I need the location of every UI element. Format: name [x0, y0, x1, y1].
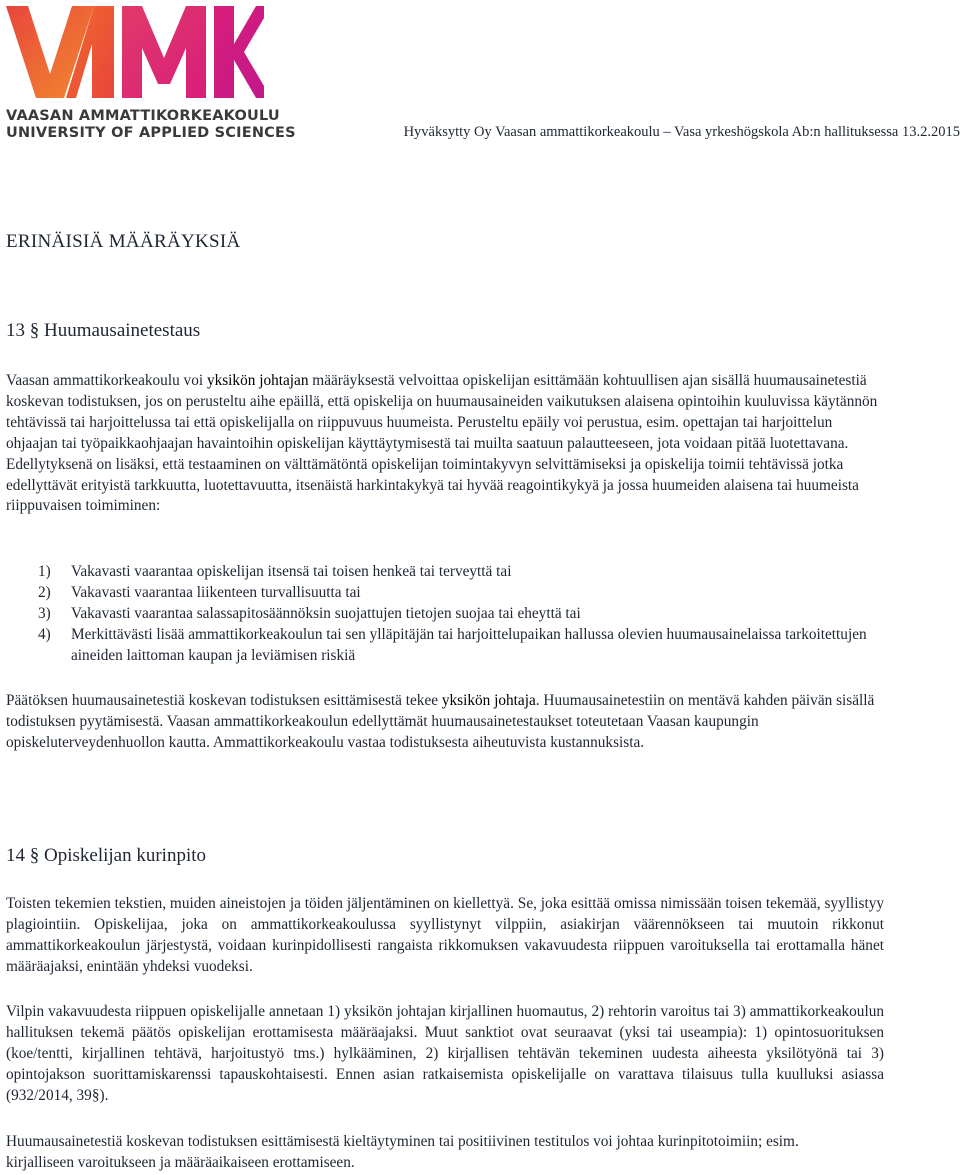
section-13-heading: 13 § Huumausainetestaus — [6, 320, 201, 341]
list-item-text: Vakavasti vaarantaa opiskelijan itsensä tai toisen henkeä tai terveyttä tai — [71, 563, 512, 580]
p2-highlight: yksikön johtaja — [441, 692, 536, 709]
section-14-paragraph-3: Huumausainetestiä koskevan todistuksen esittämisestä kieltäytyminen tai positiivinen testitulos voi johtaa kurinpitotoimiin; esim. kirjalliseen varoitukseen ja määräaikaiseen erottamiseen. — [6, 1133, 799, 1171]
list-item — [38, 583, 898, 604]
list-item — [38, 625, 898, 667]
section-14-paragraph-2: Vilpin vakavuudesta riippuen opiskelijalle annetaan 1) yksikön johtajan kirjallinen huomautus, 2) rehtorin varoitus tai 3) ammattikorkeakoulun hallituksen tekemä päätös opiskelijan erottamisesta määräajaksi. Muut sanktiot ovat seuraavat (yksi tai useampia): 1) opintosuorituksen (koe/tentti, kirjallinen tehtävä, harjoitustyö tms.) hylkääminen, 2) kirjallisen tehtävän tekeminen uudesta aiheesta yksilötyönä tai 3) opintojakson suorittamiskarenssi tapauskohtaisesti. Ennen asian ratkaisemista opiskelijalle on varattava tilaisuus tulla kuulluksi asiassa (932/2014, 39§). — [6, 1003, 884, 1104]
logo-line1: VAASAN AMMATTIKORKEAKOULU — [6, 108, 280, 124]
approval-note: Hyväksytty Oy Vaasan ammattikorkeakoulu – Vasa yrkeshögskola Ab:n hallituksessa 13.2.2015 — [403, 124, 960, 140]
list-item-text: Merkittävästi lisää ammattikorkeakoulun tai sen ylläpitäjän tai harjoittelupaikan hallussa olevien huumausainelaissa tarkoitettujen aineiden laittoman kaupan ja leviämisen riskiä — [71, 625, 867, 664]
list-item-text: Vakavasti vaarantaa liikenteen turvallisuutta tai — [71, 583, 361, 601]
list-item-number: 3) — [38, 604, 51, 622]
logo-line2: UNIVERSITY OF APPLIED SCIENCES — [6, 125, 296, 141]
list-item — [38, 604, 898, 625]
list-item-number: 4) — [38, 625, 51, 643]
section-13-list — [38, 562, 898, 667]
section-14-heading: 14 § Opiskelijan kurinpito — [6, 845, 207, 866]
p1-highlight: yksikön johtajan — [206, 372, 309, 389]
list-item-number: 1) — [38, 563, 51, 580]
vamk-logo-mark — [6, 4, 264, 104]
list-item-text: Vakavasti vaarantaa salassapitosäännöksin suojattujen tietojen suojaa tai eheyttä tai — [71, 604, 581, 622]
logo-letter-m — [122, 6, 206, 98]
list-item — [38, 562, 898, 583]
main-heading: ERINÄISIÄ MÄÄRÄYKSIÄ — [6, 231, 241, 252]
section-13-paragraph-2 — [6, 691, 884, 754]
logo-letter-k — [214, 6, 264, 98]
p1-text-a: Vaasan ammattikorkeakoulu voi — [6, 372, 207, 389]
p1-text-b: määräyksestä velvoittaa opiskelijan esittämään kohtuullisen ajan sisällä huumausainetestiä koskevan todistuksen, jos on perusteltu aihe epäillä, että opiskelija on huumausaineiden vaikutuksen alaisena opintoihin kuuluvissa käytännön tehtävissä tai harjoittelussa tai että opiskelijalla on riippuvuus huumeista. Perusteltu epäily voi perustua, esim. opettajan tai harjoittelun ohjaajan tai työpaikkaohjaajan havaintoihin opiskelijan käyttäytymisestä tai muilta saatuun palautteeseen, jota voidaan pitää luotettavana. Edellytyksenä on lisäksi, että testaaminen on välttämätöntä opiskelijan toimintakyvyn selvittämiseksi ja opiskelija toimii tehtävissä jotka edellyttävät erityistä tarkkuutta, luotettavuutta, itsenäistä harkintakykyä tai hyvää reagointikykyä ja jossa huumeiden alaisena tai huumeista riippuvaisen toimiminen: — [6, 372, 878, 515]
list-item-number: 2) — [38, 583, 51, 601]
p2-text-b: . Huumausainetestiin on mentävä kahden päivän sisällä todistuksen pyytämisestä. Vaasan ammattikorkeakoulun edellyttämät huumausainetestaukset toteutetaan Vaasan kaupungin opiskeluterveydenhuollon kautta. Ammattikorkeakoulu vastaa todistuksesta aiheutuvista kustannuksista. — [6, 692, 875, 751]
p2-text-a: Päätöksen huumausainetestiä koskevan todistuksen esittämisestä tekee — [6, 692, 442, 709]
vamk-logo — [6, 4, 296, 141]
section-13-paragraph-1 — [6, 371, 884, 517]
section-14-paragraph-1: Toisten tekemien tekstien, muiden aineistojen ja töiden jäljentäminen on kiellettyä. Se, joka esittää omissa nimissään toisen tekemää, syyllistyy plagiointiin. Opiskelijaa, joka on ammattikorkeakoulussa syyllistynyt vilppiin, asiakirjan väärennökseen tai muutoin rikkonut ammattikorkeakoulun järjestystä, voidaan kurinpidollisesti rangaista rikkomuksen vakavuudesta riippuen varoituksella tai erottamalla hänet määräajaksi, enintään yhdeksi vuodeksi. — [6, 895, 884, 975]
